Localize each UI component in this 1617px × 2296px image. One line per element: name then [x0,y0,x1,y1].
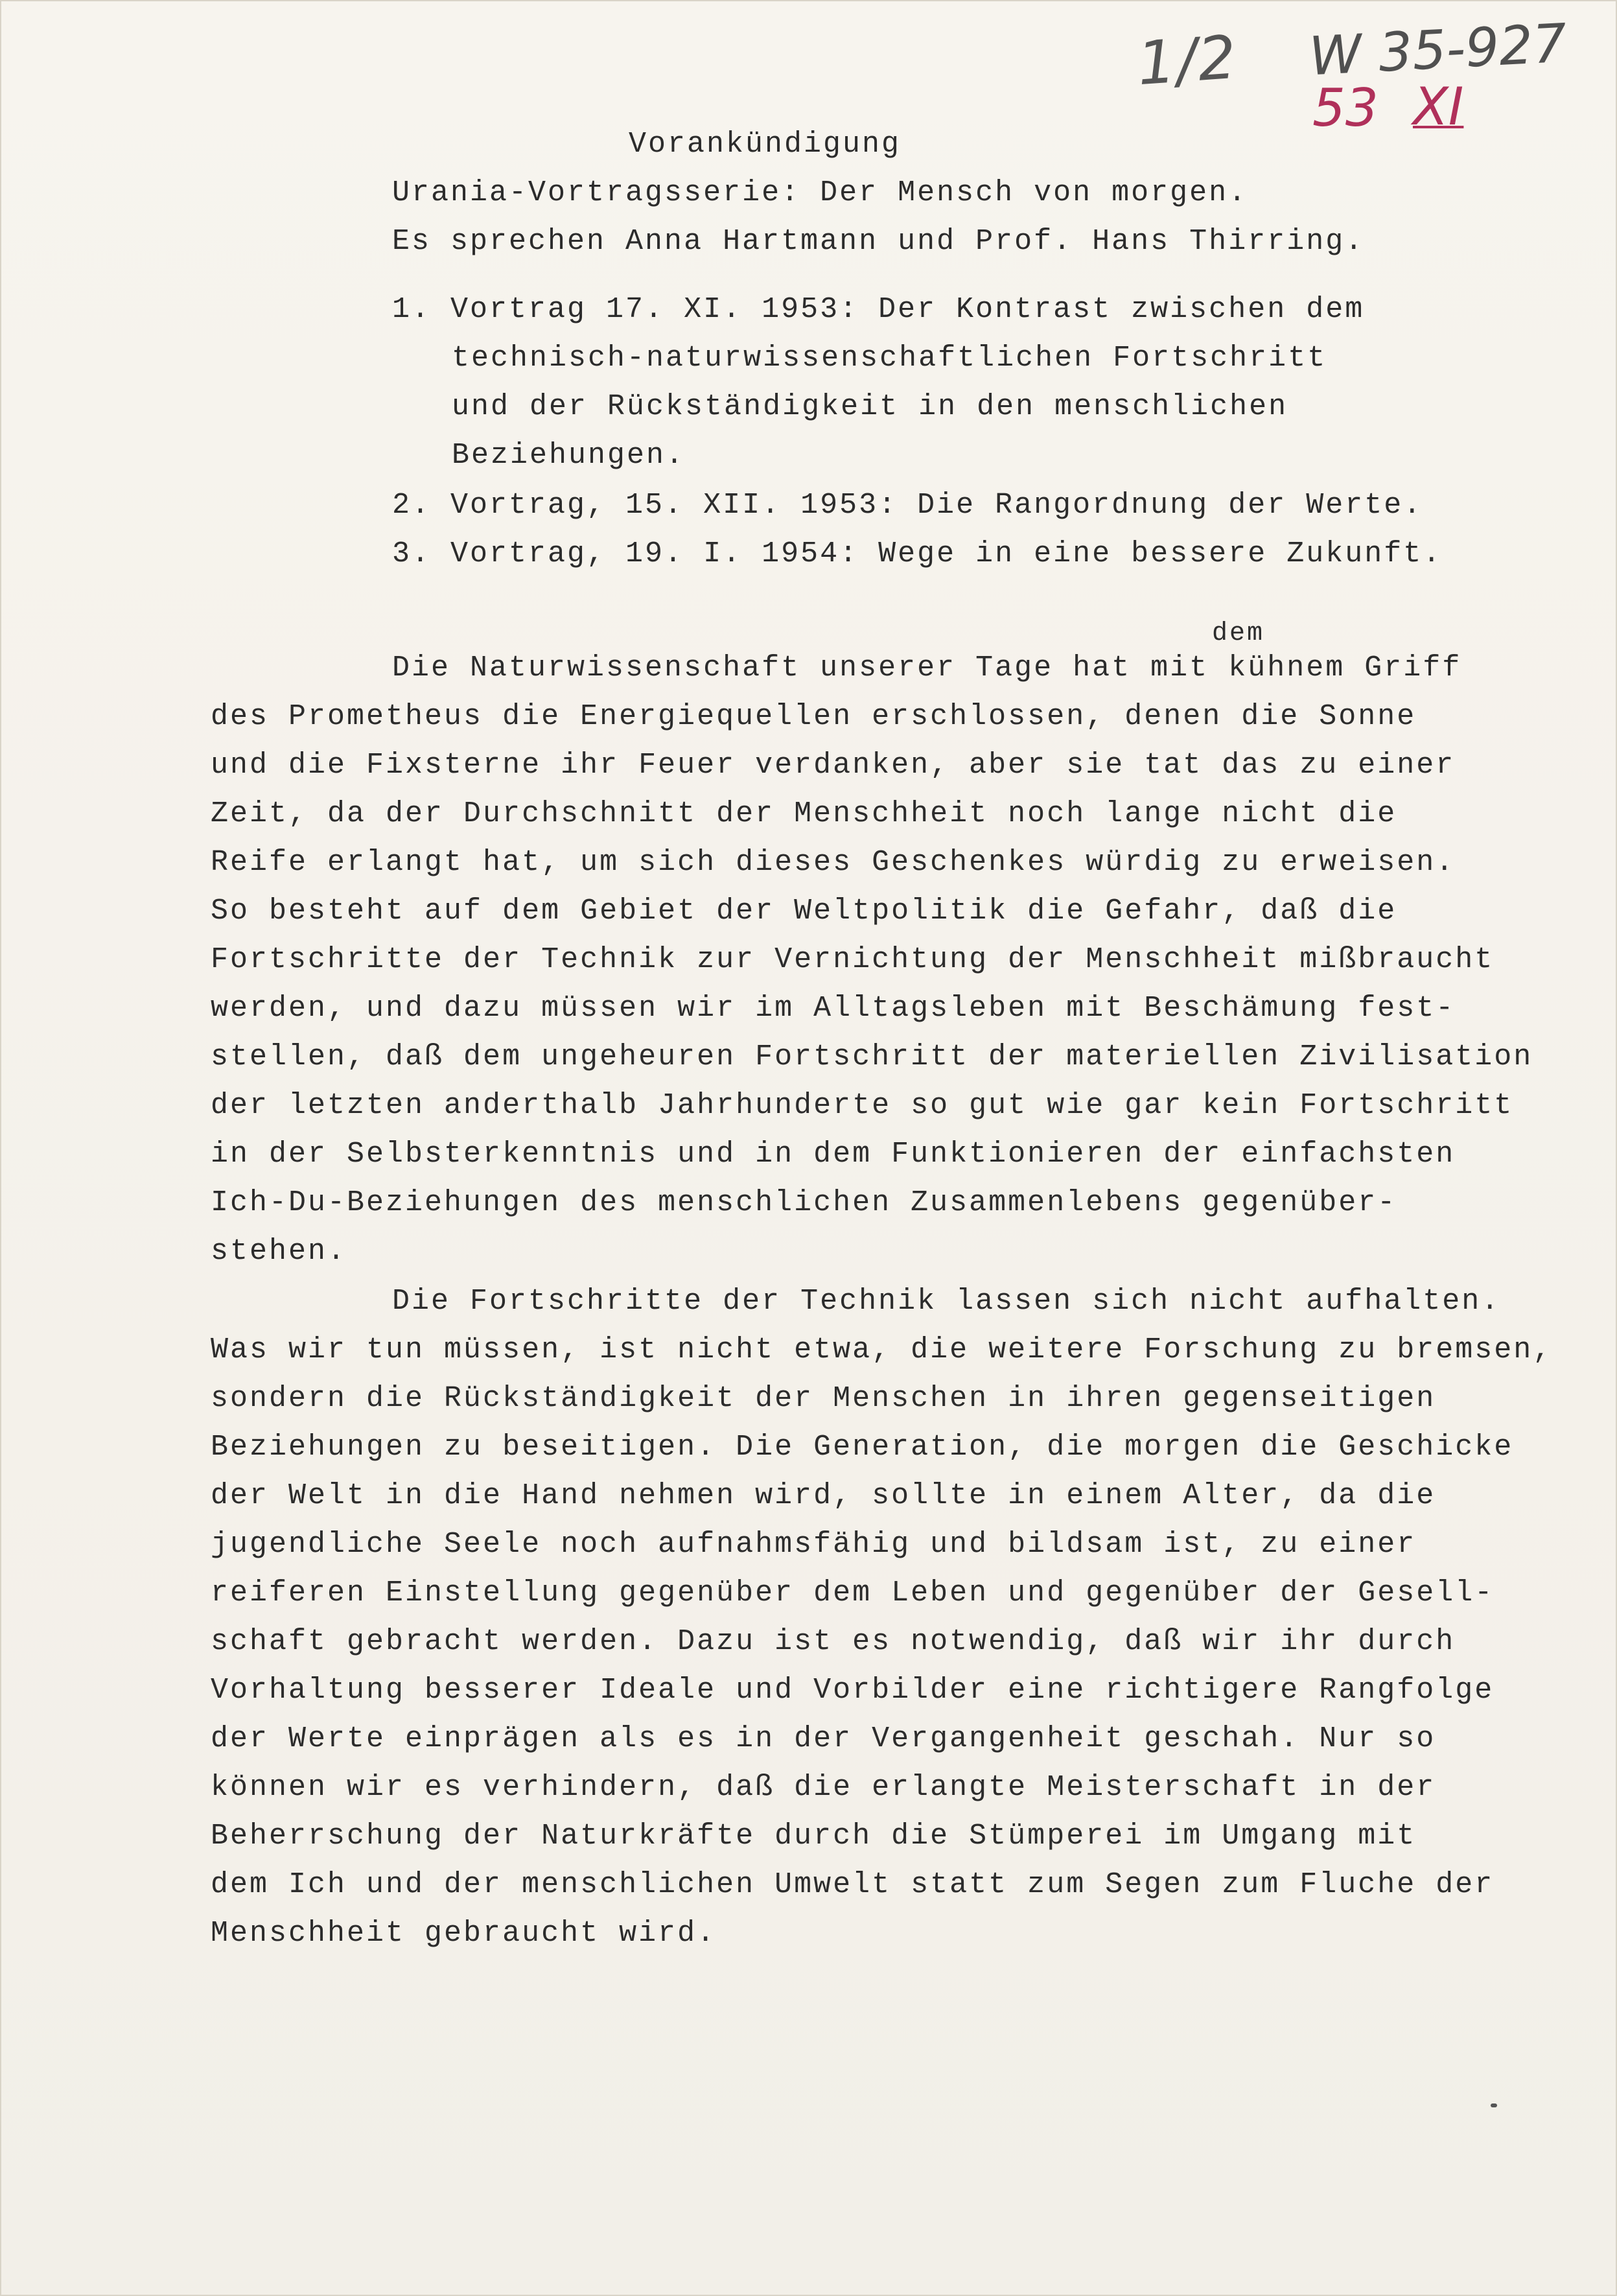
paragraph-2-line: jugendliche Seele noch aufnahmsfähig und bildsam ist, zu einer [211,1528,1417,1561]
paragraph-2-line: der Welt in die Hand nehmen wird, sollte in einem Alter, da die [211,1479,1436,1512]
lecture-3-line: 3. Vortrag, 19. I. 1954: Wege in eine bessere Zukunft. [392,537,1443,570]
paragraph-1-line: und die Fixsterne ihr Feuer verdanken, aber sie tat das zu einer [211,749,1456,782]
handwritten-page-number: 1/2 [1135,22,1240,99]
paragraph-1-line: Reife erlangt hat, um sich dieses Geschenkes würdig zu erweisen. [211,846,1456,879]
lecture-1-line-2: technisch-naturwissenschaftlichen Fortschritt [452,342,1327,375]
paragraph-2-line: Beherrschung der Naturkräfte durch die Stümperei im Umgang mit [211,1820,1417,1853]
paragraph-1-line: werden, und dazu müssen wir im Alltagsleben mit Beschämung fest- [211,992,1456,1025]
paragraph-1-line: stehen. [211,1235,347,1268]
handwritten-archive-code: W 35-927 [1307,12,1568,88]
ink-speck [1491,2103,1497,2107]
typed-insertion: dem [1212,619,1265,648]
series-line-1: Urania-Vortragsserie: Der Mensch von morgen. [392,176,1248,209]
paragraph-1-line: in der Selbsterkenntnis und in dem Funktionieren der einfachsten [211,1138,1456,1171]
paragraph-2-line: Menschheit gebraucht wird. [211,1917,717,1950]
lecture-2-line: 2. Vortrag, 15. XII. 1953: Die Rangordnung der Werte. [392,489,1423,522]
lecture-1-line-3: und der Rückständigkeit in den menschlichen [452,390,1288,423]
paragraph-2-line: Vorhaltung besserer Ideale und Vorbilder eine richtigere Rangfolge [211,1674,1495,1707]
paragraph-1-line: Fortschritte der Technik zur Vernichtung der Menschheit mißbraucht [211,943,1495,976]
paragraph-1-line: Ich-Du-Beziehungen des menschlichen Zusammenlebens gegenüber- [211,1186,1397,1219]
paragraph-2-line: Beziehungen zu beseitigen. Die Generation, die morgen die Geschicke [211,1431,1514,1464]
paragraph-2-line: können wir es verhindern, daß die erlangte Meisterschaft in der [211,1771,1436,1804]
paragraph-1-line: der letzten anderthalb Jahrhunderte so gut wie gar kein Fortschritt [211,1089,1514,1122]
document-title: Vorankündigung [629,128,902,161]
lecture-1-line-4: Beziehungen. [452,439,686,472]
paragraph-2-line: Die Fortschritte der Technik lassen sich nicht aufhalten. [392,1285,1501,1318]
handwritten-number: 53 [1312,78,1379,138]
paragraph-1-line: So besteht auf dem Gebiet der Weltpolitik die Gefahr, daß die [211,895,1397,928]
paragraph-2-line: reiferen Einstellung gegenüber dem Leben und gegenüber der Gesell- [211,1576,1495,1610]
paragraph-2-line: schaft gebracht werden. Dazu ist es notwendig, daß wir ihr durch [211,1625,1456,1658]
handwritten-roman-numeral: XI [1413,76,1464,137]
paragraph-2-line: dem Ich und der menschlichen Umwelt statt zum Segen zum Fluche der [211,1868,1495,1901]
paragraph-1-line: Die Naturwissenschaft unserer Tage hat mit kühnem Griff [392,651,1462,685]
paragraph-2-line: der Werte einprägen als es in der Vergangenheit geschah. Nur so [211,1722,1436,1755]
paragraph-1-line: des Prometheus die Energiequellen erschlossen, denen die Sonne [211,700,1417,733]
paragraph-1-line: stellen, daß dem ungeheuren Fortschritt der materiellen Zivilisation [211,1040,1533,1073]
paragraph-2-line: Was wir tun müssen, ist nicht etwa, die weitere Forschung zu bremsen, [211,1333,1553,1366]
paragraph-2-line: sondern die Rückständigkeit der Menschen in ihren gegenseitigen [211,1382,1436,1415]
series-line-2: Es sprechen Anna Hartmann und Prof. Hans Thirring. [392,225,1365,258]
lecture-1-line-1: 1. Vortrag 17. XI. 1953: Der Kontrast zwischen dem [392,293,1365,326]
paragraph-1-line: Zeit, da der Durchschnitt der Menschheit noch lange nicht die [211,797,1397,830]
